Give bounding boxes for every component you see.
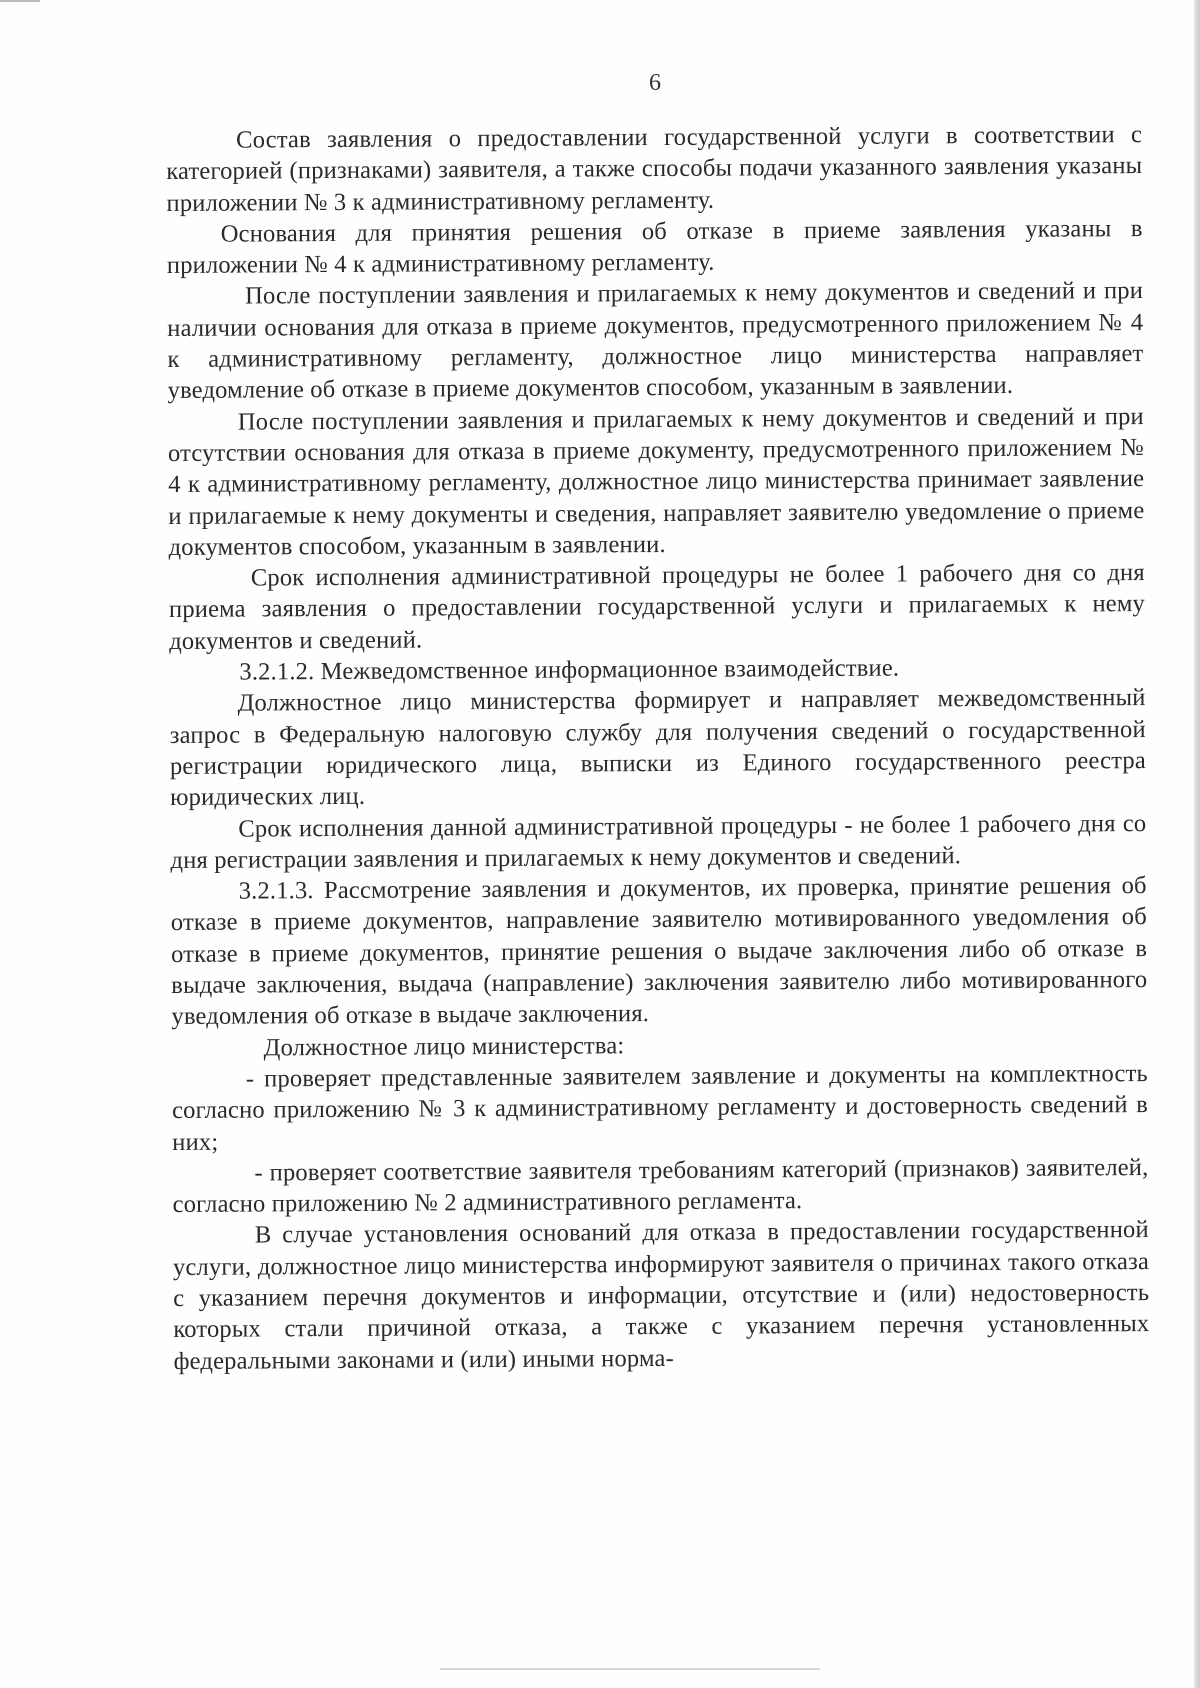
paragraph-interagency-request: Должностное лицо министерства формирует и направляет межведомственный запрос в Федеральную налоговую службу для получения сведений о государственной регистрации юридического лица, выписки из Единого государственного реестра юридических лиц. bbox=[169, 684, 1146, 812]
paragraph-official-intro: Должностное лицо министерства: bbox=[263, 1031, 625, 1062]
paragraph-interagency-deadline: Срок исполнения данной административной процедуры - не более 1 рабочего дня со дня регистрации заявления и прилагаемых к нему документов и сведений. bbox=[170, 809, 1147, 874]
paragraph-refusal-grounds: Основания для принятия решения об отказе в приеме заявления указаны в приложении № 4 к административному регламенту. bbox=[166, 214, 1143, 280]
paragraph-procedure-deadline: Срок исполнения административной процедуры не более 1 рабочего дня со дня приема заявления о предоставлении государственной услуги и прилагаемых к нему документов и сведений. bbox=[168, 559, 1146, 655]
paragraph-acceptance-notice: После поступлении заявления и прилагаемых к нему документов и сведений и при отсутствии основания для отказа в приеме документу, предусмотренного приложением № 4 к административному регламенту, должностное лицо министерства принимает заявление и прилагаемые к нему документы и сведения, направляет заявителю уведомление о приеме документов способом, указанным в заявлении. bbox=[167, 402, 1145, 561]
scan-right-edge bbox=[1194, 0, 1200, 1688]
page-number: 6 bbox=[649, 70, 661, 96]
paragraph-refusal-reasons: В случае установления оснований для отказа в предоставлении государственной услуги, должностное лицо министерства информируют заявителя о причинах такого отказа с указанием перечня документов и информации, отсутствие и (или) недостоверность которых стали причиной отказа, а также с указанием перечня установленных федеральными законами и (или) иными норма- bbox=[172, 1216, 1150, 1375]
list-item-checks-completeness: - проверяет представленные заявителем заявление и документы на комплектность согласно приложению № 3 к административному регламенту и достоверность сведений в них; bbox=[171, 1059, 1149, 1156]
paragraph-application-contents: Состав заявления о предоставлении государственной услуги в соответствии с категорией (признаками) заявителя, а также способы подачи указанного заявления указаны приложении № 3 к административному регламенту. bbox=[166, 121, 1143, 217]
section-heading-3-2-1-2: 3.2.1.2. Межведомственное информационное взаимодействие. bbox=[239, 654, 900, 686]
paragraph-refusal-notice: После поступлении заявления и прилагаемых к нему документов и сведений и при наличии основания для отказа в приеме документов, предусмотренного приложением № 4 к административному регламенту, должностное лицо министерства направляет уведомление об отказе в приеме документов способом, указанным в заявлении. bbox=[167, 277, 1144, 405]
document-body bbox=[166, 119, 1150, 1377]
section-heading-3-2-1-3: 3.2.1.3. Рассмотрение заявления и документов, их проверка, принятие решения об отказе в приеме документов, направление заявителю мотивированного уведомления об отказе в приеме документов, принятие решения о выдаче заключения либо об отказе в выдаче заключения, выдача (направление) заключения заявителю либо мотивированного уведомления об отказе в выдаче заключения. bbox=[170, 872, 1148, 1031]
list-item-checks-applicant: - проверяет соответствие заявителя требованиям категорий (признаков) заявителей, согласно приложению № 2 административного регламента. bbox=[172, 1153, 1149, 1219]
scan-edge-mark bbox=[0, 0, 40, 2]
scan-bottom-edge bbox=[440, 1668, 820, 1670]
